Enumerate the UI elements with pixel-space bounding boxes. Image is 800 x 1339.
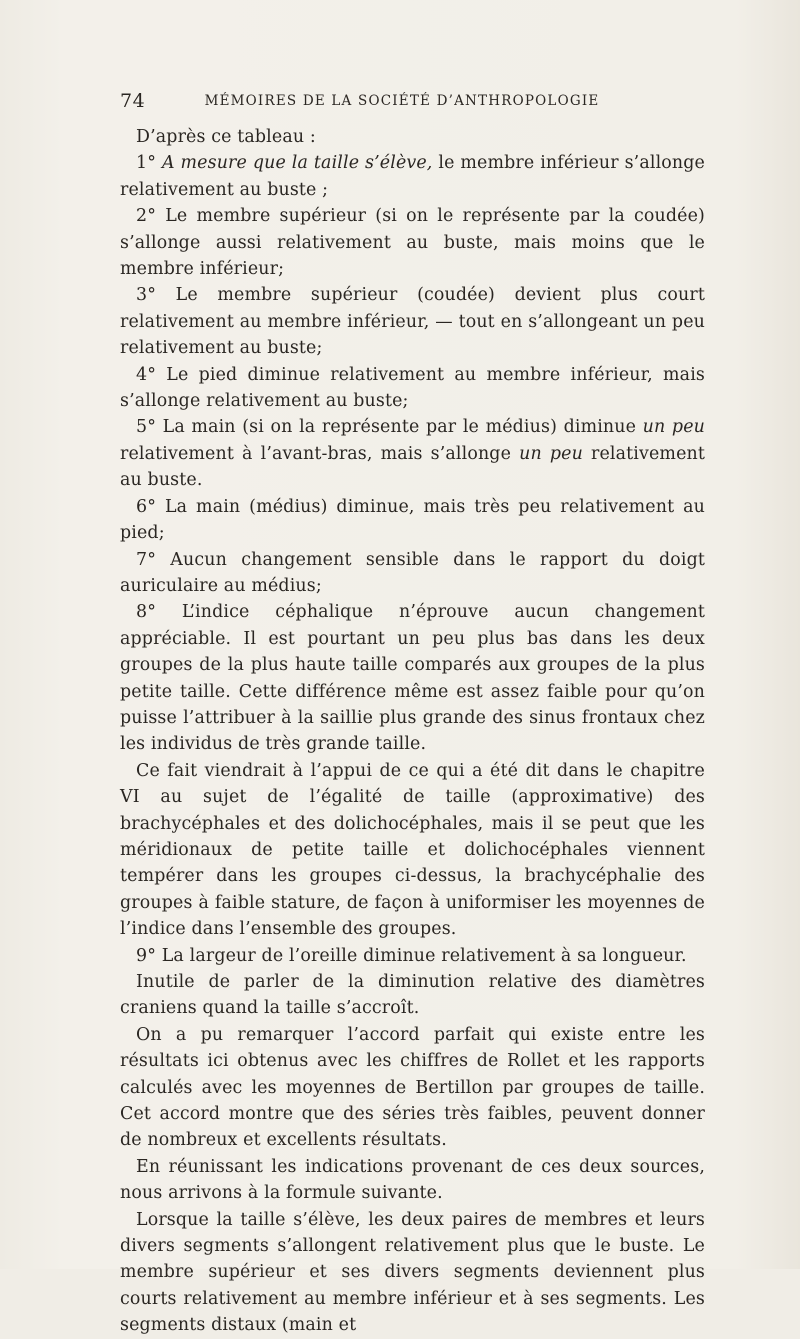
paragraph-conclusion: Lorsque la taille s’élève, les deux paires de membres et leurs divers segments s’allongent relativement plus que le buste. Le membre supérieur et ses divers segments deviennent plus courts relativement au membre inférieur et à ses segments. Les segments distaux (main et xyxy=(120,1209,705,1336)
paragraph-accord: On a pu remarquer l’accord parfait qui existe entre les résultats ici obtenus avec les chiffres de Rollet et les rapports calculés avec les moyennes de Bertillon par groupes de taille. Cet accord montre que des séries très faibles, peuvent donner de nombreux et excellents résultats. xyxy=(120,1024,705,1151)
paragraph-item-7: 7° Aucun changement sensible dans le rapport du doigt auriculaire au médius; xyxy=(120,549,705,596)
paragraph-item-3: 3° Le membre supérieur (coudée) devient plus court relativement au membre inférieur, — tout en s’allongeant un peu relativement au buste; xyxy=(120,285,705,359)
paragraph-item-9: 9° La largeur de l’oreille diminue relativement à sa longueur. xyxy=(136,945,687,966)
emphasis-text: A mesure que la taille s’élève, xyxy=(161,153,433,174)
paragraph-item-8: 8° L’indice céphalique n’éprouve aucun changement appréciable. Il est pourtant un peu plus bas dans les deux groupes de la plus haute taille comparés aux groupes de la plus petite taille. Cette différence même est assez faible pour qu’on puisse l’attribuer à la saillie plus grande des sinus frontaux chez les individus de très grande taille. xyxy=(120,602,705,755)
paragraph-item-1: 1° A mesure que la taille s’élève, le membre inférieur s’allonge relativement au buste ; xyxy=(120,153,705,200)
body-text xyxy=(120,124,705,1339)
page-header xyxy=(120,90,684,114)
paragraph-item-5: 5° La main (si on la représente par le médius) diminue un peu relativement à l’avant-bras, mais s’allonge un peu relativement au buste. xyxy=(120,417,706,491)
paragraph-intro: D’après ce tableau : xyxy=(136,127,316,147)
paragraph-formule: En réunissant les indications provenant de ces deux sources, nous arrivons à la formule suivante. xyxy=(120,1156,705,1204)
paragraph-chapter-vi: Ce fait viendrait à l’appui de ce qui a été dit dans le chapitre VI au sujet de l’égalité de taille (approximative) des brachycéphales et des dolichocéphales, mais il se peut que les méridionaux de petite taille et dolichocéphales viennent tempérer dans les groupes ci-dessus, la brachycéphalie des groupes à faible stature, de façon à uniformiser les moyennes de l’indice dans l’ensemble des groupes. xyxy=(120,760,705,940)
emphasis-text: un peu xyxy=(642,417,706,438)
paragraph-item-6: 6° La main (médius) diminue, mais très peu relativement au pied; xyxy=(120,496,705,544)
paragraph-craniens: Inutile de parler de la diminution relative des diamètres craniens quand la taille s’accroît. xyxy=(120,972,705,1019)
paragraph-item-4: 4° Le pied diminue relativement au membre inférieur, mais s’allonge relativement au buste; xyxy=(120,364,705,412)
paragraph-item-2: 2° Le membre supérieur (si on le représente par la coudée) s’allonge aussi relativement au buste, mais moins que le membre inférieur; xyxy=(120,206,705,280)
running-title: MÉMOIRES DE LA SOCIÉTÉ D’ANTHROPOLOGIE xyxy=(204,93,600,109)
emphasis-text: un peu xyxy=(519,443,583,464)
page-number: 74 xyxy=(120,90,146,112)
